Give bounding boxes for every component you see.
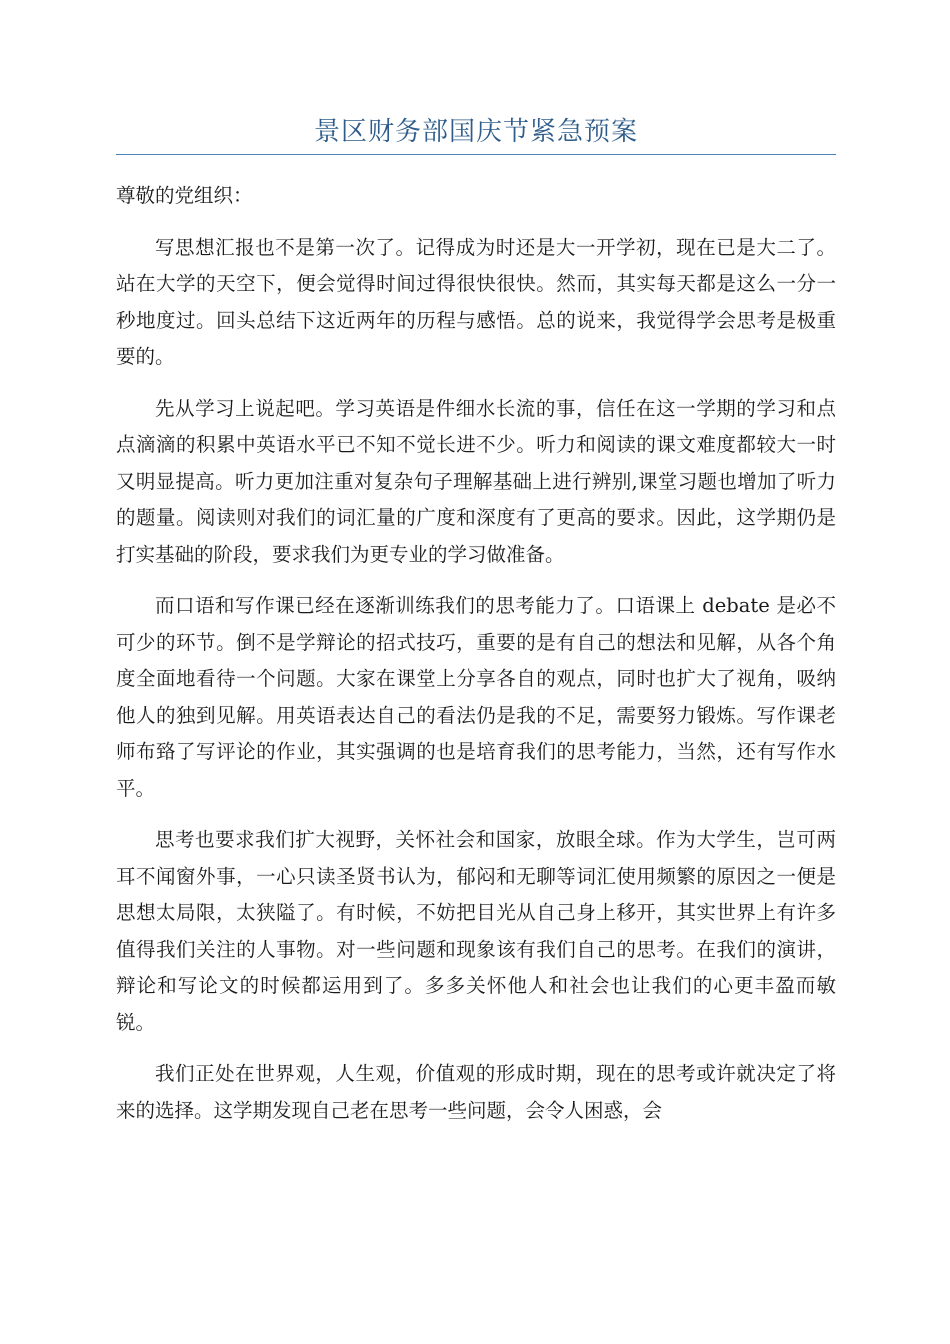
document-title: 景区财务部国庆节紧急预案 — [313, 117, 638, 147]
paragraph-2: 先从学习上说起吧。学习英语是件细水长流的事，信任在这一学期的学习和点点滴滴的积累中英语水平已不知不觉长进不少。听力和阅读的课文难度都较大一时又明显提高。听力更加注重对复杂句子理解基础上进行辨别,课堂习题也增加了听力的题量。阅读则对我们的词汇量的广度和深度有了更高的要求。因此，这学期仍是打实基础的阶段，要求我们为更专业的学习做准备。 — [116, 396, 836, 566]
paragraph-4: 思考也要求我们扩大视野，关怀社会和国家，放眼全球。作为大学生，岂可两耳不闻窗外事，一心只读圣贤书认为，郁闷和无聊等词汇使用频繁的原因之一便是思想太局限，太狭隘了。有时候，不妨把目光从自己身上移开，其实世界上有许多值得我们关注的人事物。对一些问题和现象该有我们自己的思考。在我们的演讲，辩论和写论文的时候都运用到了。多多关怀他人和社会也让我们的心更丰盈而敏锐。 — [116, 828, 836, 1034]
paragraph-1: 写思想汇报也不是第一次了。记得成为时还是大一开学初，现在已是大二了。站在大学的天空下，便会觉得时间过得很快很快。然而，其实每天都是这么一分一秒地度过。回头总结下这近两年的历程与感悟。总的说来，我觉得学会思考是极重要的。 — [116, 235, 836, 368]
document-body — [116, 178, 836, 1144]
salutation: 尊敬的党组织： — [116, 184, 253, 207]
title-underline — [116, 154, 836, 155]
paragraph-5: 我们正处在世界观，人生观，价值观的形成时期，现在的思考或许就决定了将来的选择。这学期发现自己老在思考一些问题，会令人困惑，会 — [116, 1062, 836, 1122]
paragraph-3: 而口语和写作课已经在逐渐训练我们的思考能力了。口语课上 debate 是必不可少的环节。倒不是学辩论的招式技巧，重要的是有自己的想法和见解，从各个角度全面地看待一个问题。大家在课堂上分享各自的观点，同时也扩大了视角，吸纳他人的独到见解。用英语表达自己的看法仍是我的不足，需要努力锻炼。写作课老师布臵了写评论的作业，其实强调的也是培育我们的思考能力，当然，还有写作水平。 — [116, 594, 836, 800]
